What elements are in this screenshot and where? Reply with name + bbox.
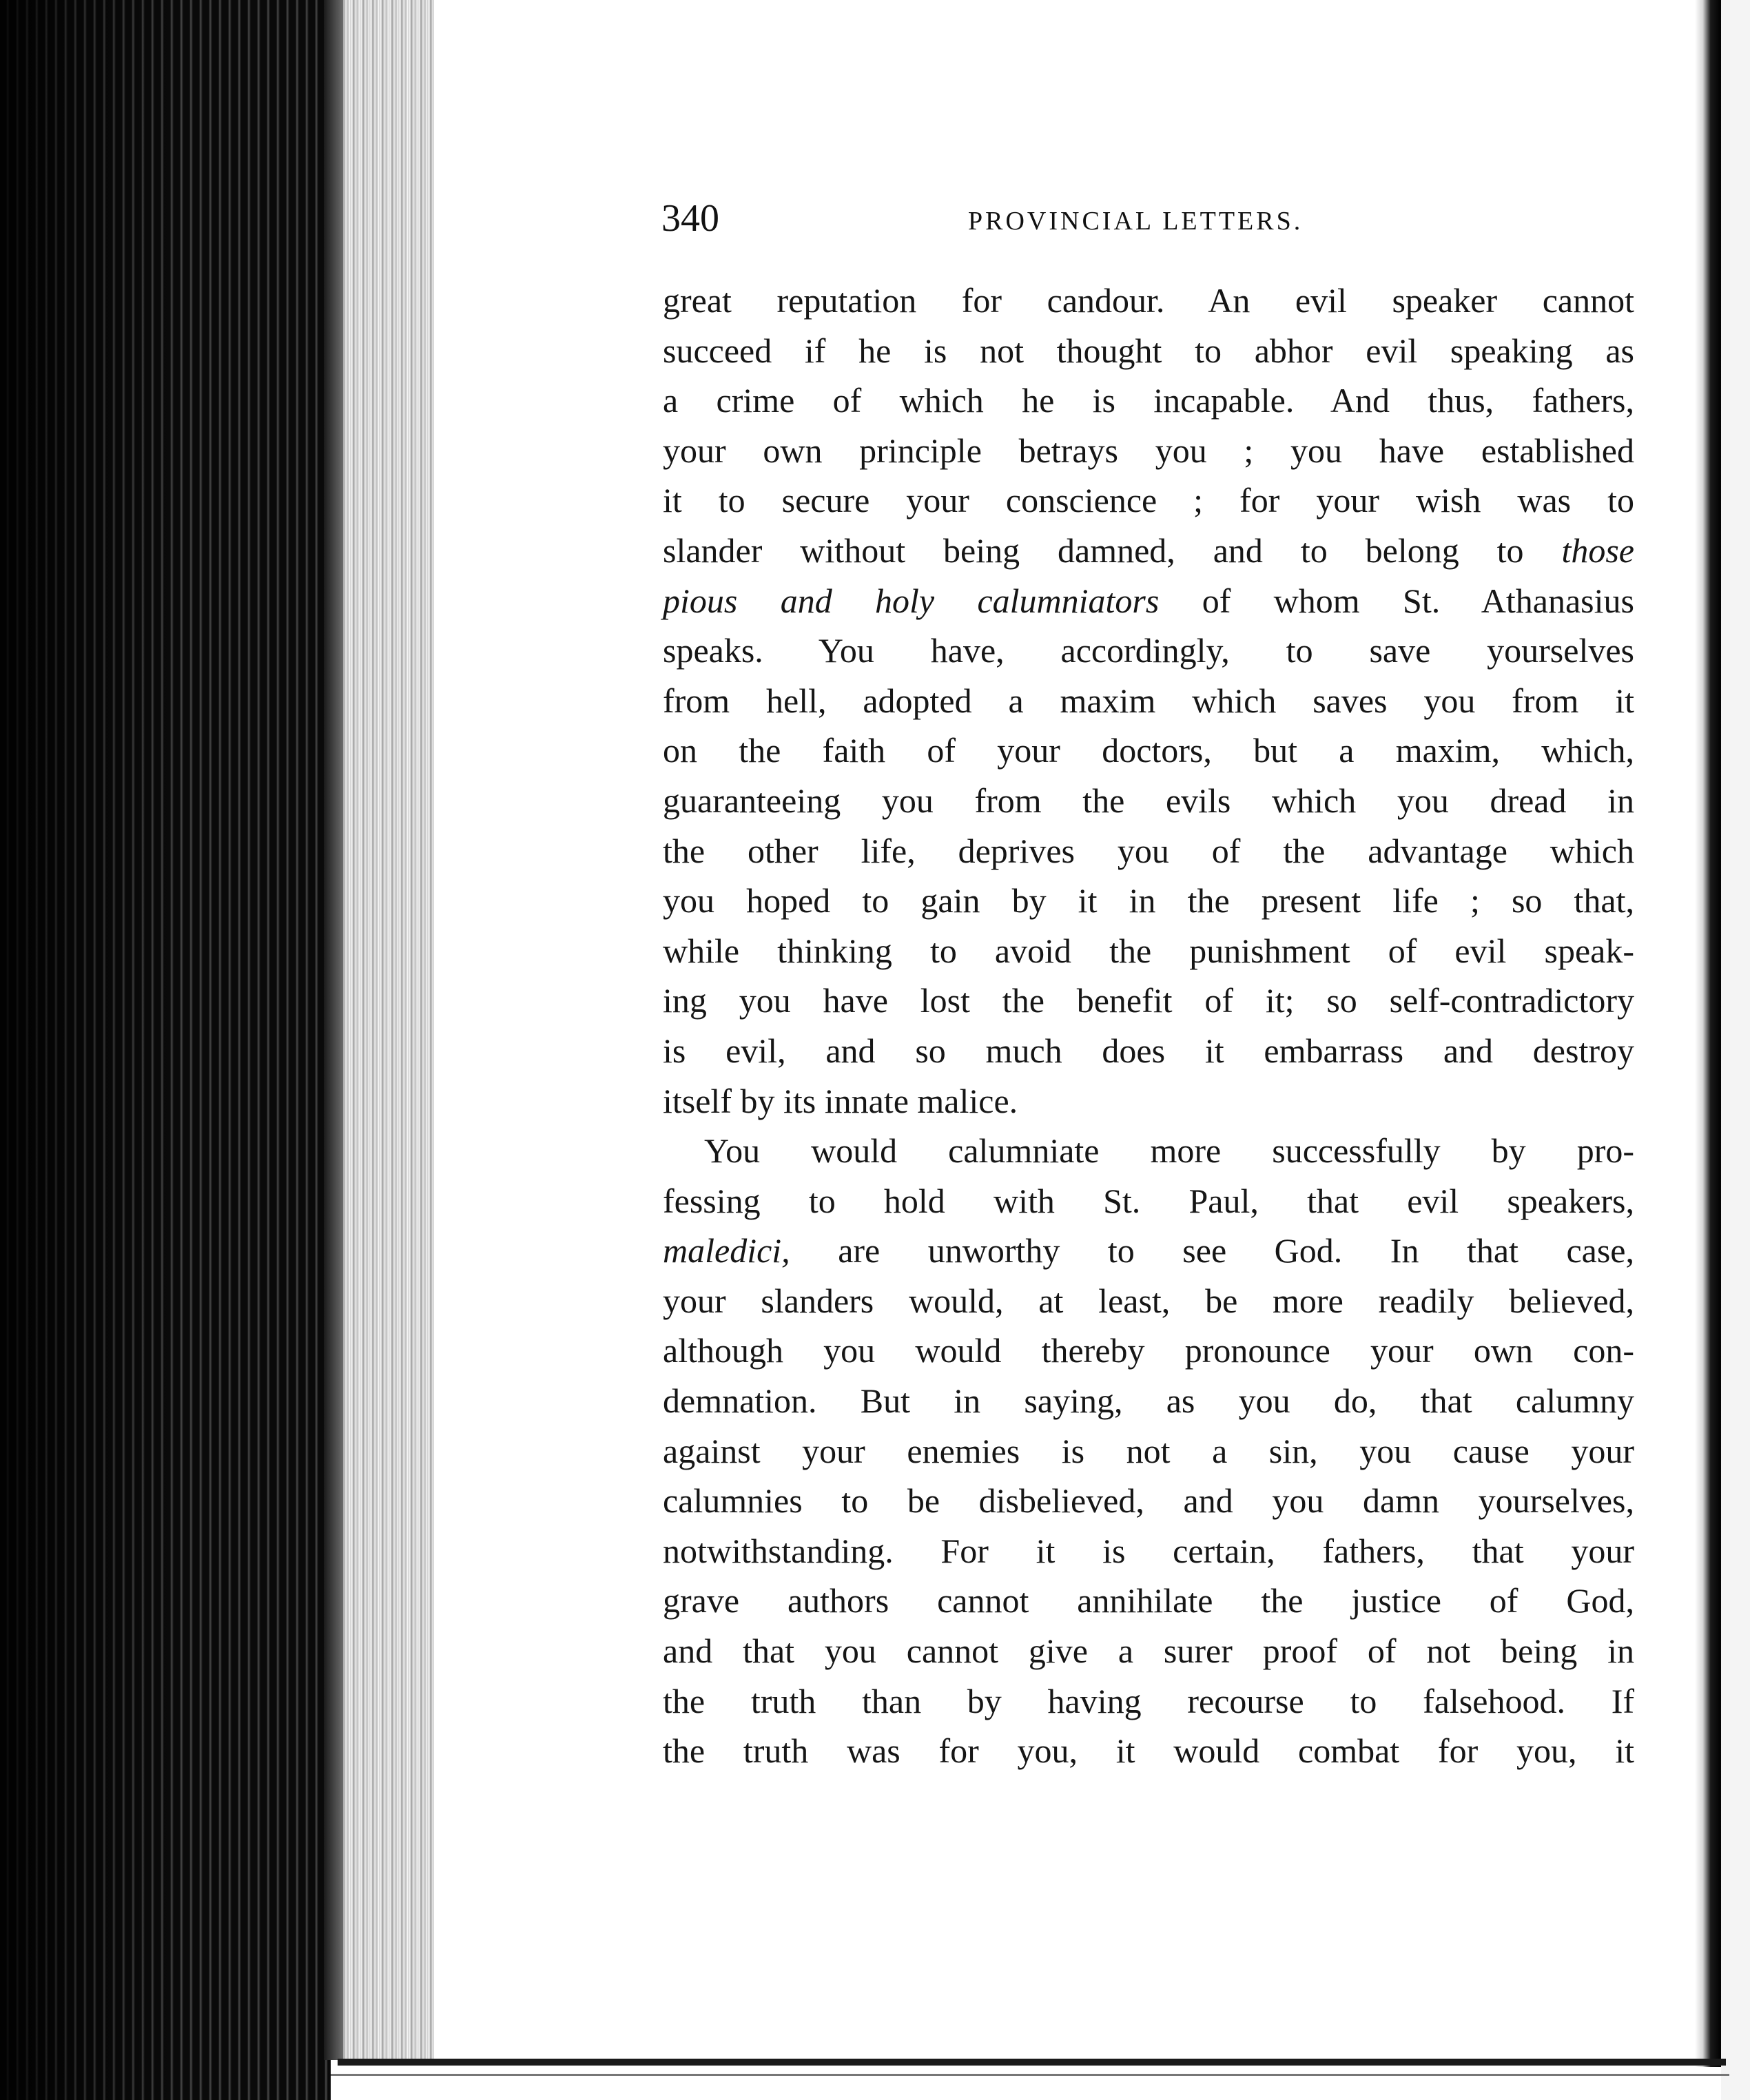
text-line: succeed if he is not thought to abhor evil speaking as xyxy=(663,331,1634,370)
text-line: from hell, adopted a maxim which saves you from it xyxy=(663,681,1634,720)
running-head: PROVINCIAL LETTERS. xyxy=(968,207,1304,236)
text-line: speaks. You have, accordingly, to save yourselves xyxy=(663,631,1634,670)
text-line: demnation. But in saying, as you do, that calumny xyxy=(663,1381,1634,1421)
italic-text: maledici, xyxy=(663,1231,790,1270)
text-line: ing you have lost the benefit of it; so self-contradictory xyxy=(663,981,1634,1020)
text-segment: are unworthy to see God. In that case, xyxy=(838,1231,1634,1270)
text-line: on the faith of your doctors, but a maxim, which, xyxy=(663,731,1634,770)
text-line: you hoped to gain by it in the present life ; so that, xyxy=(663,881,1634,920)
text-line: a crime of which he is incapable. And thus, fathers, xyxy=(663,381,1634,420)
text-line: is evil, and so much does it embarrass and destroy xyxy=(663,1031,1634,1070)
text-line: and that you cannot give a surer proof of not being in xyxy=(663,1631,1634,1671)
text-line: itself by its innate malice. xyxy=(663,1081,1018,1120)
text-line: calumnies to be disbelieved, and you damn yourselves, xyxy=(663,1481,1634,1521)
text-line: great reputation for candour. An evil speaker cannot xyxy=(663,281,1634,320)
text-line: while thinking to avoid the punishment of evil speak- xyxy=(663,931,1634,970)
bottom-edge-line-thin xyxy=(331,2074,1729,2076)
page-header xyxy=(661,194,1633,243)
text-line xyxy=(663,526,1634,576)
text-segment: of whom St. Athanasius xyxy=(1202,581,1634,620)
text-segment: slander without being damned, and to belong to xyxy=(663,531,1524,570)
text-line: grave authors cannot annihilate the justice of God, xyxy=(663,1581,1634,1620)
text-line: notwithstanding. For it is certain, fathers, that your xyxy=(663,1531,1634,1570)
text-line: against your enemies is not a sin, you cause your xyxy=(663,1431,1634,1470)
text-line xyxy=(663,576,1634,626)
text-line: although you would thereby pronounce your own con- xyxy=(663,1331,1634,1370)
body-text xyxy=(663,276,1634,1776)
page-number: 340 xyxy=(661,197,719,240)
italic-text: pious and holy calumniators xyxy=(663,581,1160,620)
text-line: guaranteeing you from the evils which you dread in xyxy=(663,781,1634,820)
text-line: You would calumniate more successfully by pro- xyxy=(704,1131,1634,1171)
text-line: the truth was for you, it would combat for you, it xyxy=(663,1731,1634,1771)
text-line: it to secure your conscience ; for your wish was to xyxy=(663,481,1634,520)
text-line: the other life, deprives you of the advantage which xyxy=(663,831,1634,870)
text-line: your slanders would, at least, be more readily believed, xyxy=(663,1281,1634,1320)
bottom-edge-line xyxy=(338,2059,1726,2066)
text-line: the truth than by having recourse to falsehood. If xyxy=(663,1681,1634,1720)
page-gutter xyxy=(324,0,343,2060)
spine-gradient xyxy=(0,0,331,2100)
italic-text: those xyxy=(1561,531,1634,570)
text-line: your own principle betrays you ; you have established xyxy=(663,431,1634,470)
right-margin xyxy=(1721,0,1750,2100)
text-line xyxy=(663,1226,1634,1276)
right-page-edge xyxy=(1695,0,1721,2067)
text-line: fessing to hold with St. Paul, that evil speakers, xyxy=(663,1181,1634,1220)
page-edges xyxy=(331,0,434,2060)
